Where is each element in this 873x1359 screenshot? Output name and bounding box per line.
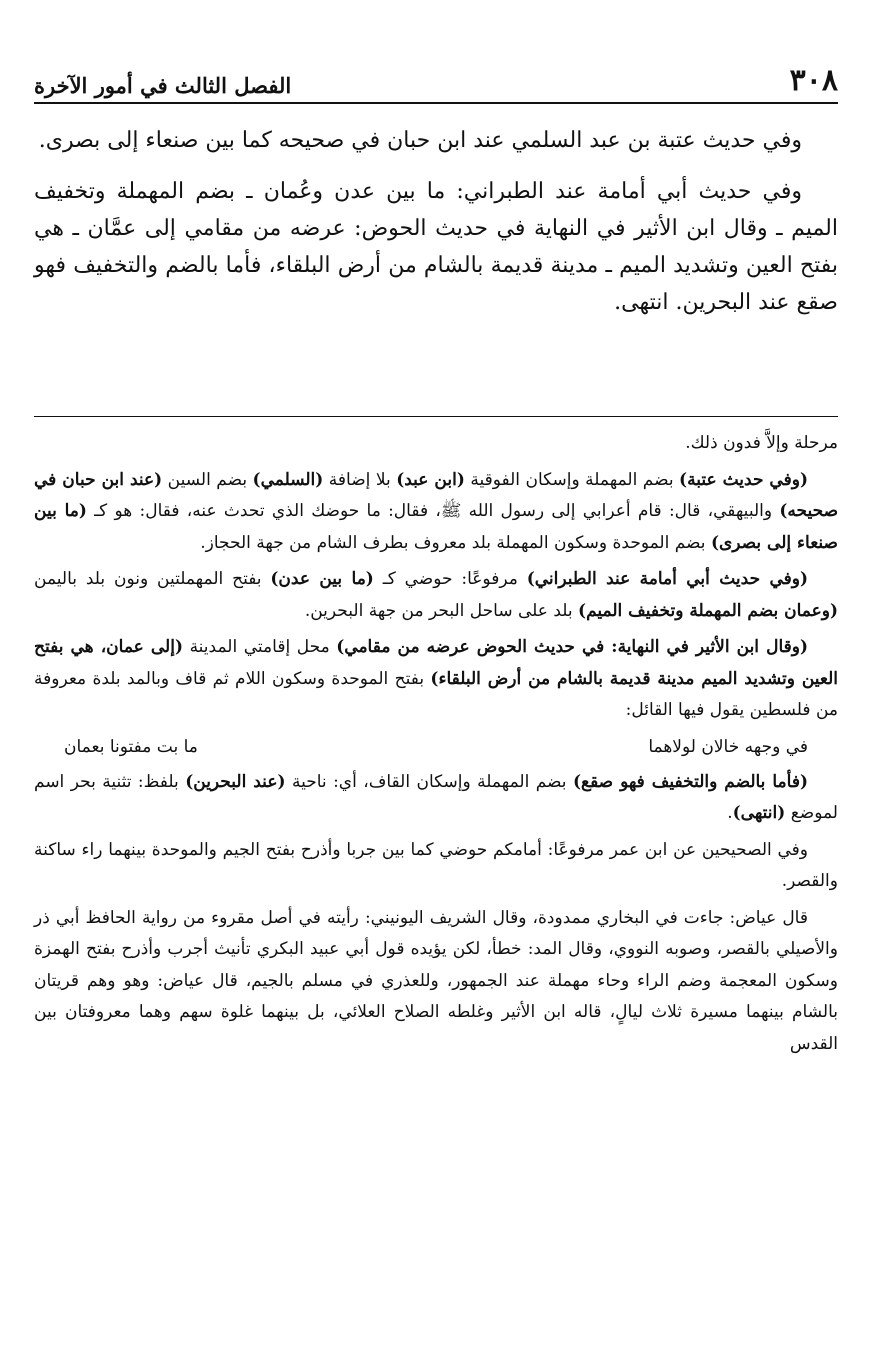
commentary-text: بلد على ساحل البحر من جهة البحرين. — [304, 600, 579, 621]
commentary — [34, 428, 838, 1065]
commentary-text: بلا إضافة — [323, 469, 397, 490]
quoted-term: (فأما بالضم والتخفيف فهو صقع) — [572, 771, 809, 792]
main-paragraph: وفي حديث عتبة بن عبد السلمي عند ابن حبان في صحيحه كما بين صنعاء إلى بصرى. — [38, 128, 802, 153]
running-title: الفصل الثالث في أمور الآخرة — [34, 73, 292, 98]
commentary-paragraph: قال عياض: جاءت في البخاري ممدودة، وقال الشريف اليونيني: رأيته في أصل مقروء من رواية الحافظ أبي ذر والأصيلي بالقصر، وصوبه النووي، وقال المد: خطأ، لكن يؤيده قول أبي عبيد البكري تأنيث أجرب وأذرح بفتح الهمزة وسكون المعجمة وضم الراء وحاء مهملة عند الجمهور، وللعذري في مسلم بالجيم، قال عياض: وهو وهم قريتان بالشام بينهما مسيرة ثلاث ليالٍ، قاله ابن الأثير وغلطه الصلاح العلائي، بل بينهما غلوة سهم وهما معروفتان بين القدس — [34, 907, 838, 1054]
main-paragraph: وفي حديث أبي أمامة عند الطبراني: ما بين عدن وعُمان ـ بضم المهملة وتخفيف الميم ـ وقال ابن الأثير في النهاية في حديث الحوض: عرضه من مقامي إلى عمَّان ـ هي بفتح العين وتشديد الميم ـ مدينة قديمة بالشام من أرض البلقاء، فأما بالضم والتخفيف فهو صقع عند البحرين. انتهى. — [34, 179, 838, 315]
quoted-term: (ما بين صنعاء إلى بصرى) — [34, 501, 838, 553]
quoted-term: (وعمان بضم المهملة وتخفيف الميم) — [578, 600, 838, 621]
commentary-text: بفتح الموحدة وسكون اللام ثم قاف وبالمد بلدة معروفة من فلسطين يقول فيها القائل: — [34, 668, 838, 720]
quoted-term: (وفي حديث عتبة) — [679, 469, 808, 490]
commentary-paragraph — [34, 465, 838, 560]
commentary-text: والبيهقي، قال: قام أعرابي إلى رسول الله ﷺ، فقال: ما حوضك الذي تحدث عنه، فقال: هو كـ — [86, 501, 780, 521]
verse-hemistich-second: ما بت مفتونا بعمان — [64, 736, 198, 757]
commentary-text: بفتح المهملتين ونون بلد باليمن — [34, 569, 271, 589]
quoted-term: (عند ابن حبان في صحيحه) — [34, 469, 838, 521]
page-header — [34, 54, 838, 104]
commentary-paragraph — [34, 632, 838, 727]
quoted-term: (وفي حديث أبي أمامة عند الطبراني) — [526, 569, 808, 589]
quoted-term: (عند البحرين) — [185, 771, 286, 792]
quoted-term: (السلمي) — [252, 469, 324, 490]
commentary-text: مرفوعًا: حوضي كـ — [373, 569, 527, 589]
commentary-paragraph: مرحلة وإلاَّ فدون ذلك. — [685, 433, 838, 453]
quoted-term: (انتهى) — [732, 803, 786, 823]
commentary-text: بضم المهملة وإسكان القاف، أي: ناحية — [285, 771, 573, 792]
commentary-text: بضم الموحدة وسكون المهملة بلد معروف بطرف الشام من جهة الحجاز. — [200, 532, 711, 553]
quoted-term: (ما بين عدن) — [270, 569, 374, 589]
commentary-paragraph — [34, 767, 838, 830]
commentary-text: بضم المهملة وإسكان الفوقية — [464, 469, 680, 490]
main-text — [34, 122, 838, 335]
commentary-text: بضم السين — [162, 469, 253, 490]
poetry-verse — [34, 732, 838, 763]
quoted-term: (ابن عبد) — [396, 469, 465, 490]
verse-hemistich-first: في وجهه خالان لولاهما — [648, 736, 808, 757]
commentary-paragraph — [34, 564, 838, 627]
page-number: ٣٠٨ — [789, 63, 838, 98]
commentary-text: بلفظ: تثنية بحر اسم لموضع — [34, 771, 838, 823]
quoted-term: (إلى عمان، هي بفتح العين وتشديد الميم مدينة قديمة بالشام من أرض البلقاء) — [34, 637, 838, 689]
commentary-text: . — [727, 803, 733, 823]
footnote-divider — [34, 416, 838, 417]
commentary-text: محل إقامتي المدينة — [183, 637, 337, 657]
quoted-term: (وقال ابن الأثير في النهاية: في حديث الحوض عرضه من مقامي) — [336, 637, 808, 657]
commentary-paragraph: وفي الصحيحين عن ابن عمر مرفوعًا: أمامكم حوضي كما بين جربا وأذرح بفتح الجيم والموحدة بينهما راء ساكنة والقصر. — [34, 839, 838, 891]
